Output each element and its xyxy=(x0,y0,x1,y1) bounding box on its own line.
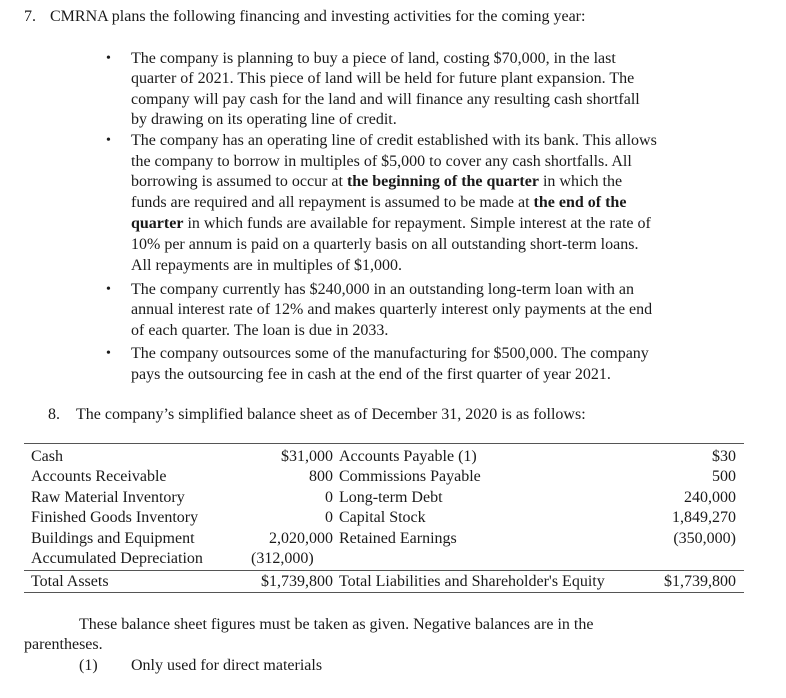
bold-segment: the beginning of the quarter xyxy=(346,173,539,190)
bullet-1-line-1: The company is planning to buy a piece of land, costing $70,000, in the last xyxy=(131,50,616,67)
liability-value: (350,000) xyxy=(673,530,736,547)
liability-value: $30 xyxy=(712,448,736,465)
bullet-1-line-2: quarter of 2021. This piece of land will be held for future plant expansion. The xyxy=(131,70,635,87)
bullet-2-line-5 xyxy=(131,214,651,234)
asset-value: 0 xyxy=(325,509,333,526)
total-liabilities-equity-label: Total Liabilities and Shareholder's Equity xyxy=(339,573,605,590)
table-mid-rule xyxy=(24,570,744,571)
total-liabilities-equity-value: $1,739,800 xyxy=(664,573,736,590)
liability-label: Long-term Debt xyxy=(339,489,443,506)
note-line-1: These balance sheet figures must be taken as given. Negative balances are in the xyxy=(79,616,594,633)
asset-label: Cash xyxy=(31,448,63,465)
liability-value: 240,000 xyxy=(684,489,736,506)
bold-segment: quarter xyxy=(131,215,184,232)
asset-label: Accumulated Depreciation xyxy=(31,550,203,567)
bullet-dot: • xyxy=(106,51,111,66)
bullet-2-line-6: 10% per annum is paid on a quarterly basis on all outstanding short-term loans. xyxy=(131,236,639,253)
liability-label: Accounts Payable (1) xyxy=(339,448,477,465)
bullet-4-line-1: The company outsources some of the manufacturing for $500,000. The company xyxy=(131,345,649,362)
bullet-1-line-4: by drawing on its operating line of credit. xyxy=(131,111,397,128)
asset-label: Accounts Receivable xyxy=(31,468,167,485)
text-segment: funds are required and all repayment is assumed to be made at xyxy=(131,194,534,211)
liability-value: 1,849,270 xyxy=(672,509,736,526)
liability-label: Capital Stock xyxy=(339,509,426,526)
bullet-2-line-4 xyxy=(131,193,626,213)
bullet-3-line-3: of each quarter. The loan is due in 2033. xyxy=(131,322,389,339)
text-segment: in which the xyxy=(538,173,623,190)
liability-value: 500 xyxy=(712,468,736,485)
asset-value: $31,000 xyxy=(281,448,333,465)
asset-label: Raw Material Inventory xyxy=(31,489,185,506)
total-assets-value: $1,739,800 xyxy=(261,573,333,590)
item8-heading: The company’s simplified balance sheet as of December 31, 2020 is as follows: xyxy=(76,406,586,423)
text-segment: in which funds are available for repayment. Simple interest at the rate of xyxy=(183,215,651,232)
item7-heading: CMRNA plans the following financing and investing activities for the coming year: xyxy=(50,8,586,25)
asset-value: 0 xyxy=(325,489,333,506)
total-assets-label: Total Assets xyxy=(31,573,109,590)
item8-number: 8. xyxy=(48,406,60,423)
bullet-2-line-7: All repayments are in multiples of $1,000. xyxy=(131,257,403,274)
asset-label: Finished Goods Inventory xyxy=(31,509,199,526)
footnote-text: Only used for direct materials xyxy=(131,657,323,674)
asset-label: Buildings and Equipment xyxy=(31,530,195,547)
footnote-marker: (1) xyxy=(79,657,98,674)
liability-label: Commissions Payable xyxy=(339,468,481,485)
bullet-4-line-2: pays the outsourcing fee in cash at the end of the first quarter of year 2021. xyxy=(131,366,611,383)
liability-label: Retained Earnings xyxy=(339,530,457,547)
bullet-dot: • xyxy=(106,346,111,361)
asset-value: 2,020,000 xyxy=(269,530,333,547)
bullet-dot: • xyxy=(106,282,111,297)
asset-value: 800 xyxy=(309,468,333,485)
bullet-2-line-2: the company to borrow in multiples of $5,000 to cover any cash shortfalls. All xyxy=(131,153,632,170)
bullet-dot: • xyxy=(106,133,111,148)
bold-segment: the end of the xyxy=(533,194,627,211)
bullet-3-line-1: The company currently has $240,000 in an outstanding long-term loan with an xyxy=(131,281,634,298)
bullet-2-line-1: The company has an operating line of credit established with its bank. This allows xyxy=(131,132,657,149)
table-bottom-rule xyxy=(24,592,744,593)
bullet-2-line-3 xyxy=(131,172,622,192)
bullet-1-line-3: company will pay cash for the land and will finance any resulting cash shortfall xyxy=(131,91,640,108)
item7-number: 7. xyxy=(24,8,36,25)
note-line-2: parentheses. xyxy=(24,636,103,653)
asset-value: (312,000) xyxy=(251,550,314,567)
text-segment: borrowing is assumed to occur at xyxy=(131,173,347,190)
table-top-rule xyxy=(24,443,744,444)
bullet-3-line-2: annual interest rate of 12% and makes quarterly interest only payments at the end xyxy=(131,301,653,318)
